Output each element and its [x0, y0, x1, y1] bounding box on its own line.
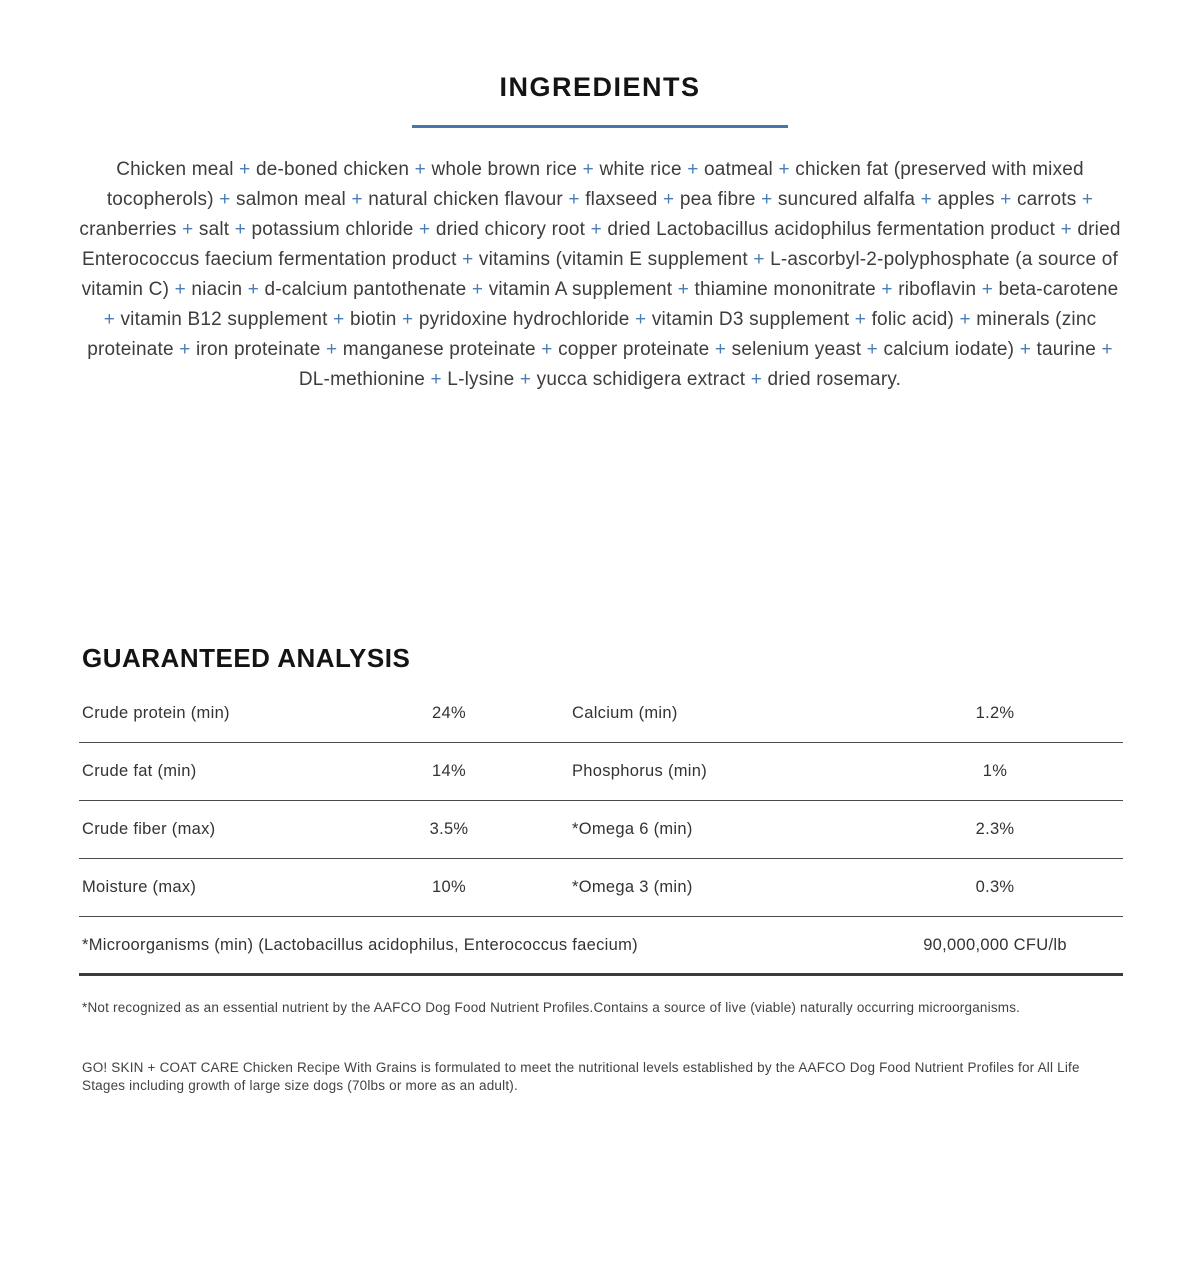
ingredients-header — [0, 74, 1200, 128]
plus-separator: + — [169, 279, 192, 300]
plus-separator: + — [233, 159, 256, 180]
plus-separator: + — [514, 369, 537, 390]
plus-separator: + — [345, 189, 369, 210]
table-row — [79, 801, 1123, 859]
nutrient-value: 1% — [982, 762, 1008, 780]
guaranteed-analysis-title: GUARANTEED ANALYSIS — [82, 643, 411, 673]
plus-separator: + — [320, 339, 343, 360]
plus-separator: + — [213, 189, 237, 210]
nutrient-value: 90,000,000 CFU/lb — [923, 935, 1067, 954]
table-row — [79, 685, 1123, 743]
nutrient-label: *Omega 3 (min) — [572, 878, 693, 896]
plus-separator: + — [413, 219, 436, 240]
plus-separator: + — [409, 159, 432, 180]
plus-separator: + — [745, 369, 768, 390]
plus-separator: + — [456, 249, 479, 270]
plus-separator: + — [861, 339, 884, 360]
nutrient-label: Crude protein (min) — [82, 704, 230, 722]
plus-separator: + — [629, 309, 652, 330]
title-underline-rule — [412, 125, 788, 128]
nutrient-value: 1.2% — [975, 704, 1015, 722]
table-row — [79, 743, 1123, 801]
plus-separator: + — [103, 309, 121, 330]
plus-separator: + — [585, 219, 608, 240]
nutrient-value: 3.5% — [429, 820, 469, 838]
plus-separator: + — [709, 339, 732, 360]
plus-separator: + — [747, 249, 771, 270]
plus-separator: + — [976, 279, 999, 300]
ingredients-text: Chicken meal + de-boned chicken + whole brown rice + white rice + oatmeal + chicken fat (preserved with mixed tocopherols) + salmon meal + natural chicken flavour + flaxseed + pea fibre + suncured alfalfa + apples + carrots + cranberries + salt + potassium chloride + dried chicory root + dried Lactobacillus acidophilus fermentation product + dried Enterococcus faecium fermentation product + vitamins (vitamin E supplement + L-ascorbyl-2-polyphosphate (a source of vitamin C) + niacin + d-calcium pantothenate + vitamin A supplement + thiamine mononitrate + riboflavin + beta-carotene + vitamin B12 supplement + biotin + pyridoxine hydrochloride + vitamin D3 supplement + folic acid) + minerals (zinc proteinate + iron proteinate + manganese proteinate + copper proteinate + selenium yeast + calcium iodate) + taurine + DL-methionine + L-lysine + yucca schidigera extract + dried rosemary. — [79, 159, 1121, 390]
nutrient-value: 0.3% — [975, 878, 1015, 896]
guaranteed-analysis-table — [79, 685, 1123, 976]
nutrient-label: Calcium (min) — [572, 704, 678, 722]
nutrient-value: 10% — [432, 878, 466, 896]
table-row — [79, 859, 1123, 917]
plus-separator: + — [535, 339, 559, 360]
plus-separator: + — [672, 279, 695, 300]
plus-separator: + — [875, 279, 899, 300]
table-footer-row — [79, 917, 1123, 976]
plus-separator: + — [1055, 219, 1078, 240]
nutrient-label: Phosphorus (min) — [572, 762, 708, 780]
plus-separator: + — [681, 159, 704, 180]
plus-separator: + — [1095, 339, 1113, 360]
plus-separator: + — [425, 369, 448, 390]
nutrient-label: Crude fiber (max) — [82, 820, 216, 838]
plus-separator: + — [327, 309, 350, 330]
plus-separator: + — [1076, 189, 1094, 210]
nutrient-label: Moisture (max) — [82, 878, 197, 896]
formulation-statement: GO! SKIN + COAT CARE Chicken Recipe With Grains is formulated to meet the nutritional levels established by the AAFCO Dog Food Nutrient Profiles for All Life Stages including growth of large size dogs (70lbs or more as an adult). — [82, 1059, 1080, 1093]
nutrient-value: 2.3% — [975, 820, 1015, 838]
plus-separator: + — [242, 279, 265, 300]
nutrient-label: *Omega 6 (min) — [572, 820, 693, 838]
nutrient-label: *Microorganisms (min) (Lactobacillus acidophilus, Enterococcus faecium) — [82, 935, 638, 954]
plus-separator: + — [657, 189, 680, 210]
aafco-footnote: *Not recognized as an essential nutrient by the AAFCO Dog Food Nutrient Profiles.Contains a source of live (viable) naturally occurring microorganisms. — [82, 1000, 1021, 1015]
plus-separator: + — [577, 159, 600, 180]
ingredients-title: INGREDIENTS — [499, 72, 701, 102]
plus-separator: + — [915, 189, 938, 210]
nutrient-label: Crude fat (min) — [82, 762, 197, 780]
plus-separator: + — [1014, 339, 1037, 360]
plus-separator: + — [994, 189, 1017, 210]
plus-separator: + — [849, 309, 872, 330]
plus-separator: + — [772, 159, 796, 180]
plus-separator: + — [562, 189, 586, 210]
plus-separator: + — [176, 219, 199, 240]
plus-separator: + — [954, 309, 977, 330]
nutrient-value: 14% — [432, 762, 466, 780]
plus-separator: + — [173, 339, 196, 360]
nutrient-value: 24% — [432, 704, 466, 722]
plus-separator: + — [229, 219, 252, 240]
plus-separator: + — [466, 279, 489, 300]
plus-separator: + — [755, 189, 778, 210]
plus-separator: + — [396, 309, 419, 330]
